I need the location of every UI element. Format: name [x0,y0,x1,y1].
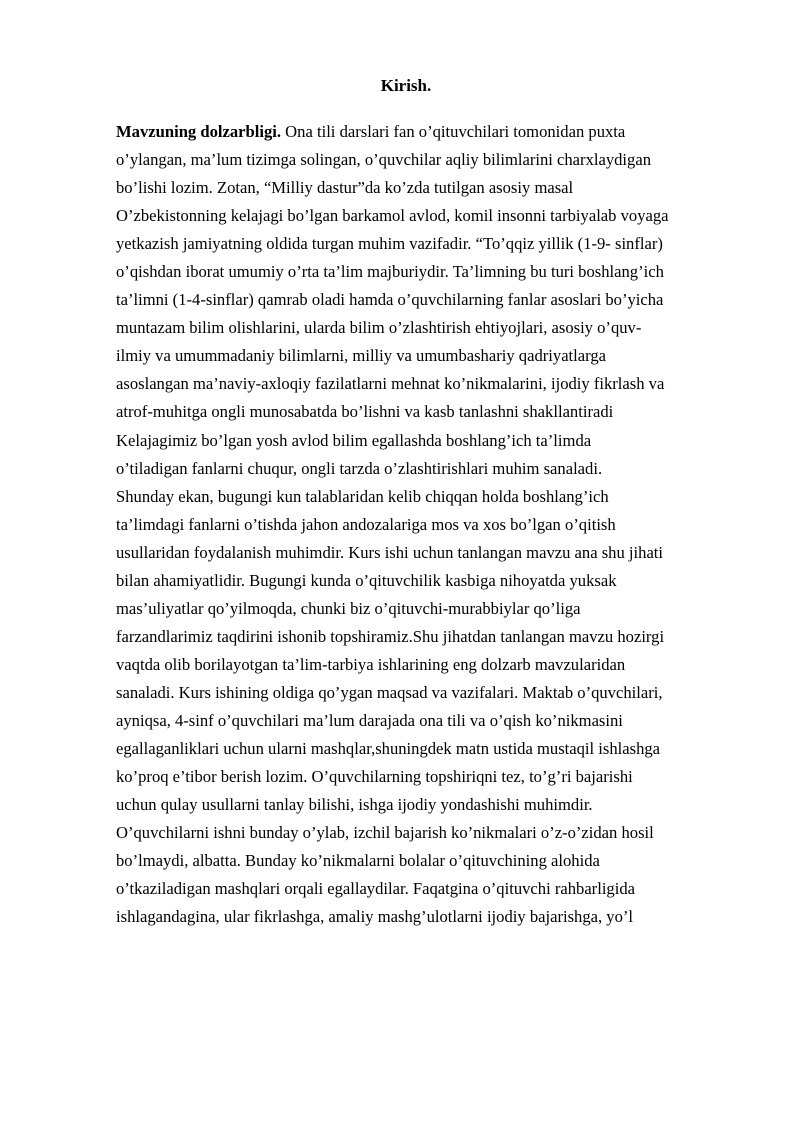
text-line: O’zbekistonning kelajagi bo’lgan barkamol avlod, komil insonni tarbiyalab voyaga [116,206,669,226]
text-line: o’tiladigan fanlarni chuqur, ongli tarzda o’zlashtirishlari muhim sanaladi. [116,458,603,478]
text-line: sanaladi. Kurs ishining oldiga qo’ygan maqsad va vazifalari. Maktab o’quvchilari, [116,682,663,702]
text-line: asoslangan ma’naviy-axloqiy fazilatlarni mehnat ko’nikmalarini, ijodiy fikrlash va [116,374,665,394]
text-line: bo’lmaydi, albatta. Bunday ko’nikmalarni bolalar o’qituvchining alohida [116,851,600,871]
text-line: Shunday ekan, bugungi kun talablaridan kelib chiqqan holda boshlang’ich [116,486,609,506]
text-line: uchun qulay usullarni tanlay bilishi, ishga ijodiy yondashishi muhimdir. [116,795,593,815]
text-line: ta’limdagi fanlarni o’tishda jahon andozalariga mos va xos bo’lgan o’qitish [116,514,616,534]
text-line: ilmiy va umummadaniy bilimlarni, milliy va umumbashariy qadriyatlarga [116,346,607,366]
text-line: yetkazish jamiyatning oldida turgan muhim vazifadir. “To’qqiz yillik (1-9- sinflar) [116,234,663,254]
text-line: bilan ahamiyatlidir. Bugungi kunda o’qituvchilik kasbiga nihoyatda yuksak [116,570,617,590]
text-line: bo’lishi lozim. Zotan, “Milliy dastur”da ko’zda tutilgan asosiy masal [116,178,574,198]
text-line: ko’proq e’tibor berish lozim. O’quvchilarning topshiriqni tez, to’g’ri bajarishi [116,767,633,787]
text-line: farzandlarimiz taqdirini ishonib topshiramiz.Shu jihatdan tanlangan mavzu hozirgi [116,626,665,646]
text-line: mas’uliyatlar qo’yilmoqda, chunki biz o’qituvchi-murabbiylar qo’liga [116,598,581,618]
text-line: atrof-muhitga ongli munosabatda bo’lishni va kasb tanlashni shakllantiradi [116,402,614,422]
body-text [116,118,746,931]
text-line: egallaganliklari uchun ularni mashqlar,shuningdek matn ustida mustaqil ishlashga [116,739,661,759]
text-line-content: Ona tili darslari fan o’qituvchilari tomonidan puxta [281,122,626,141]
section-lead-label: Mavzuning dolzarbligi. [116,122,282,141]
text-line: o’tkaziladigan mashqlari orqali egallaydilar. Faqatgina o’qituvchi rahbarligida [116,879,635,899]
text-line: usullaridan foydalanish muhimdir. Kurs ishi uchun tanlangan mavzu ana shu jihati [116,542,664,562]
text-line: ayniqsa, 4-sinf o’quvchilari ma’lum darajada ona tili va o’qish ko’nikmasini [116,710,623,730]
page-title: Kirish. [380,76,432,95]
text-line: o’ylangan, ma’lum tizimga solingan, o’quvchilar aqliy bilimlarini charxlaydigan [116,150,652,170]
text-line: O’quvchilarni ishni bunday o’ylab, izchil bajarish ko’nikmalari o’z-o’zidan hosil [116,823,654,843]
text-line: o’qishdan iborat umumiy o’rta ta’lim majburiydir. Ta’limning bu turi boshlang’ich [116,262,664,282]
text-line: Kelajagimiz bo’lgan yosh avlod bilim egallashda boshlang’ich ta’limda [116,430,592,450]
text-line [116,118,746,146]
text-line: ta’limni (1-4-sinflar) qamrab oladi hamda o’quvchilarning fanlar asoslari bo’yicha [116,290,664,310]
text-line: vaqtda olib borilayotgan ta’lim-tarbiya ishlarining eng dolzarb mavzularidan [116,654,626,674]
text-line: ishlagandagina, ular fikrlashga, amaliy mashg’ulotlarni ijodiy bajarishga, yo’l [116,907,634,927]
text-line: muntazam bilim olishlarini, ularda bilim o’zlashtirish ehtiyojlari, asosiy o’quv- [116,318,642,338]
